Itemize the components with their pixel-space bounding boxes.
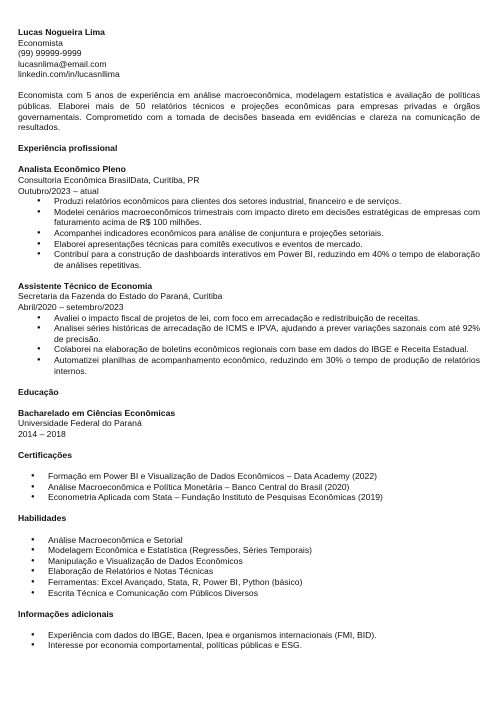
certifications-list [18, 471, 480, 503]
degree: Bacharelado em Ciências Econômicas [18, 407, 176, 418]
job-title: Analista Econômico Pleno [18, 164, 126, 175]
list-item: ● Modelei cenários macroeconômicos trimestrais com impacto direto em decisões estratégicas de empresas com faturamento acima de R$ 100 milhões. [18, 207, 480, 228]
experience-heading: Experiência profissional [18, 143, 118, 154]
list-item: ● Elaborei apresentações técnicas para comitês executivos e eventos de mercado. [18, 239, 480, 250]
skills-heading: Habilidades [18, 513, 67, 524]
additional-info-heading: Informações adicionais [18, 608, 114, 619]
additional-info-list [18, 630, 480, 651]
list-item: ● Avaliei o impacto fiscal de projetos de lei, com foco em arrecadação e redistribuição de receitas. [18, 313, 480, 324]
job-title: Assistente Técnico de Economia [18, 280, 153, 291]
skills-list [18, 535, 480, 599]
linkedin-link[interactable]: linkedin.com/in/lucasnllima [18, 69, 120, 80]
list-item: ● Experiência com dados do IBGE, Bacen, Ipea e organismos internacionais (FMI, BID). [18, 630, 480, 641]
job-entry [18, 164, 480, 270]
list-item: ● Colaborei na elaboração de boletins econômicos regionais com base em dados do IBGE e Receita Estadual. [18, 344, 480, 355]
list-item: ● Acompanhei indicadores econômicos para análise de conjuntura e projeções setoriais. [18, 228, 480, 239]
education-entry [18, 408, 480, 440]
list-item: ● Análise Macroeconômica e Setorial [18, 535, 480, 546]
list-item: ● Automatizei planilhas de acompanhamento econômico, reduzindo em 30% o tempo de produção de relatórios internos. [18, 355, 480, 376]
list-item: ● Econometria Aplicada com Stata – Fundação Instituto de Pesquisas Econômicas (2019) [18, 492, 480, 503]
job-bullets [18, 196, 480, 270]
job-entry [18, 281, 480, 376]
job-company: Secretaria da Fazenda do Estado do Paraná, Curitiba [18, 291, 223, 302]
person-name: Lucas Nogueira Lima [18, 27, 105, 37]
list-item: ● Análise Macroeconômica e Política Monetária – Banco Central do Brasil (2020) [18, 482, 480, 493]
list-item: ● Elaboração de Relatórios e Notas Técnicas [18, 566, 480, 577]
list-item: ● Analisei séries históricas de arrecadação de ICMS e IPVA, ajudando a prever variações sazonais com até 92% de precisão. [18, 323, 480, 344]
list-item: ● Produzi relatórios econômicos para clientes dos setores industrial, financeiro e de serviços. [18, 196, 480, 207]
list-item: ● Ferramentas: Excel Avançado, Stata, R, Power BI, Python (básico) [18, 577, 480, 588]
list-item: ● Modelagem Econômica e Estatística (Regressões, Séries Temporais) [18, 545, 480, 556]
list-item: ● Formação em Power BI e Visualização de Dados Econômicos – Data Academy (2022) [18, 471, 480, 482]
certifications-heading: Certificações [18, 450, 72, 461]
list-item: ● Escrita Técnica e Comunicação com Públicos Diversos [18, 588, 480, 599]
phone: (99) 99999-9999 [18, 48, 82, 59]
list-item: ● Interesse por economia comportamental, políticas públicas e ESG. [18, 640, 480, 651]
summary-paragraph: Economista com 5 anos de experiência em análise macroeconômica, modelagem estatística e avaliação de políticas públicas. Elaborei mais de 50 relatórios técnicos e projeções econômicas para empresas privadas e órgãos governamentais. Comprometido com a tomada de decisões baseada em evidências e clareza na comunicação de resultados. [18, 90, 480, 133]
list-item: ● Contribuí para a construção de dashboards interativos em Power BI, reduzindo em 40% o tempo de elaboração de análises repetitivas. [18, 249, 480, 270]
job-company: Consultoria Econômica BrasilData, Curitiba, PR [18, 175, 200, 186]
school: Universidade Federal do Paraná [18, 418, 142, 429]
education-years: 2014 – 2018 [18, 429, 66, 439]
job-bullets [18, 313, 480, 377]
header [18, 27, 480, 80]
list-item: ● Manipulação e Visualização de Dados Econômicos [18, 556, 480, 567]
email-link[interactable]: lucasnlima@email.com [18, 58, 107, 69]
education-heading: Educação [18, 386, 59, 397]
person-role: Economista [18, 37, 63, 48]
job-period: Abril/2020 – setembro/2023 [18, 302, 124, 313]
job-period: Outubro/2023 – atual [18, 185, 99, 196]
